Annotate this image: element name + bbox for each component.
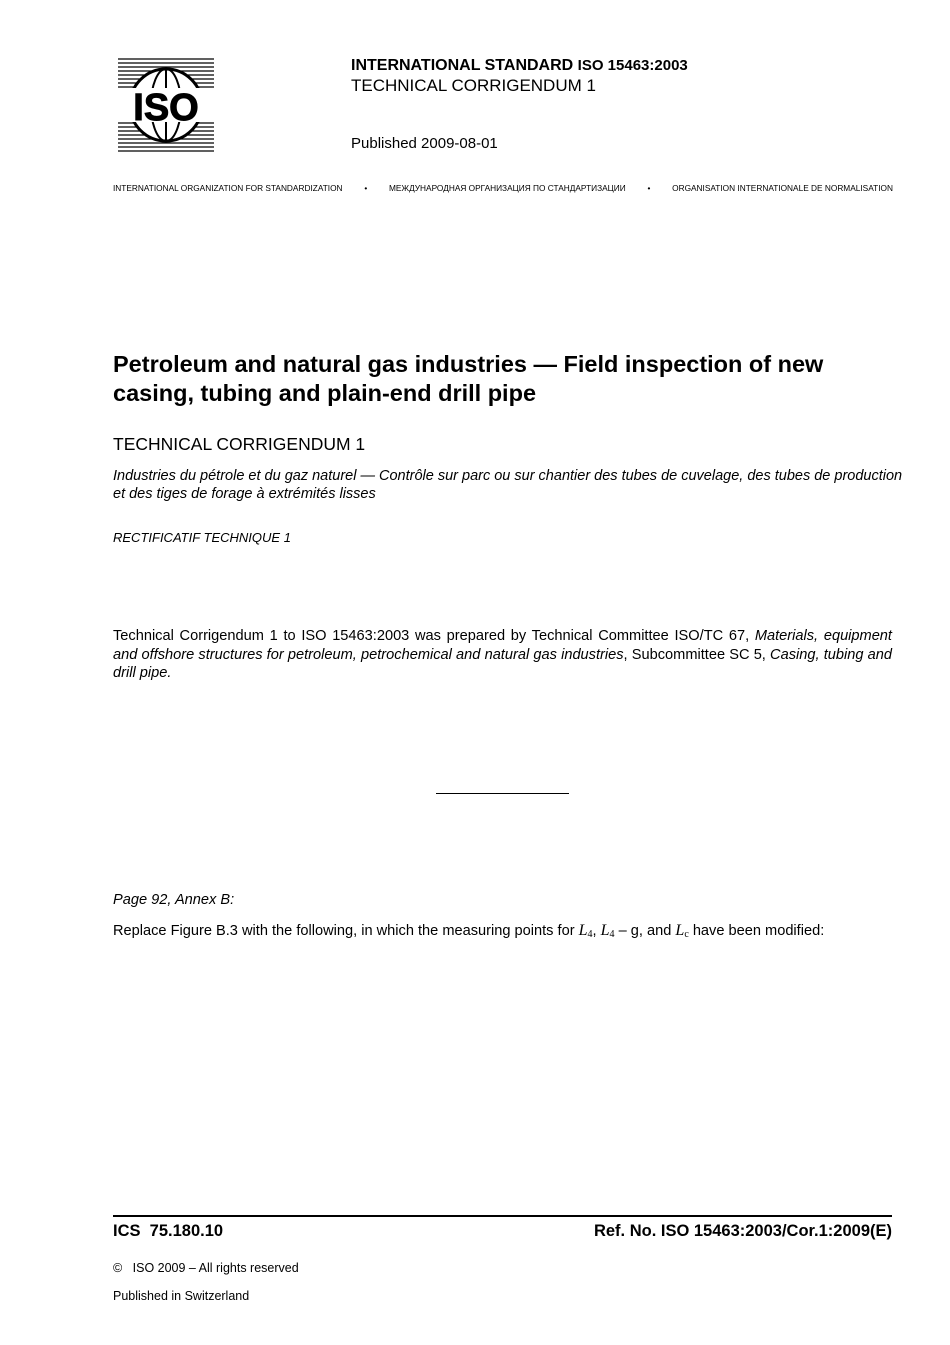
org-name-english: INTERNATIONAL ORGANIZATION FOR STANDARDIZATION bbox=[113, 183, 343, 193]
replacement-instruction bbox=[113, 922, 824, 940]
document-title: Petroleum and natural gas industries — Field inspection of new casing, tubing and plain-end drill pipe bbox=[113, 351, 824, 406]
standard-number: ISO 15463:2003 bbox=[577, 57, 688, 74]
reference-number: Ref. No. ISO 15463:2003/Cor.1:2009(E) bbox=[593, 1222, 892, 1240]
committee-name: Materials, equipment and offshore structures for petroleum, petrochemical and natural gas industries bbox=[113, 628, 892, 663]
published-in: Published in Switzerland bbox=[113, 1289, 250, 1303]
subcommittee-name: Casing, tubing and drill pipe. bbox=[113, 646, 892, 681]
replace-text-1: Replace Figure B.3 with the following, in which the measuring points for bbox=[113, 923, 579, 939]
var-l4: $L_4$ bbox=[578, 922, 593, 940]
org-separator: • bbox=[647, 183, 651, 193]
corrigendum-label: TECHNICAL CORRIGENDUM 1 bbox=[351, 76, 596, 95]
intro-text-1: Technical Corrigendum 1 to ISO 15463:2003 was prepared by Technical Committee ISO/TC 67, bbox=[113, 628, 755, 644]
french-title: Industries du pétrole et du gaz naturel — Contrôle sur parc ou sur chantier des tubes de cuvelage, des tubes de production et des tiges de forage à extrémités lisses bbox=[113, 468, 903, 502]
var-lc: $L_c$ bbox=[675, 922, 689, 940]
section-divider bbox=[436, 793, 569, 794]
standard-label: INTERNATIONAL STANDARD bbox=[351, 57, 574, 74]
var-l4-g: $L_4$ bbox=[600, 922, 615, 940]
iso-logo bbox=[117, 57, 215, 152]
footer-rule bbox=[113, 1215, 892, 1217]
replace-text-2: have been modified: bbox=[688, 923, 825, 939]
iso-globe-icon bbox=[117, 57, 215, 152]
page-reference: Page 92, Annex B: bbox=[113, 892, 235, 908]
document-corrigendum: TECHNICAL CORRIGENDUM 1 bbox=[113, 434, 366, 454]
french-corrigendum: RECTIFICATIF TECHNIQUE 1 bbox=[113, 530, 291, 545]
copyright-notice: © ISO 2009 – All rights reserved bbox=[113, 1261, 299, 1275]
iso-logo-text: ISO bbox=[133, 87, 199, 129]
replace-minus-g: – g, and bbox=[614, 923, 676, 939]
intro-paragraph bbox=[113, 627, 892, 683]
standard-heading bbox=[351, 57, 688, 75]
ics-code: ICS 75.180.10 bbox=[113, 1222, 224, 1240]
org-separator: • bbox=[364, 183, 368, 193]
replace-comma: , bbox=[592, 923, 601, 939]
published-date: Published 2009-08-01 bbox=[351, 135, 498, 152]
organization-names bbox=[113, 183, 893, 193]
org-name-french: ORGANISATION INTERNATIONALE DE NORMALISATION bbox=[672, 183, 893, 193]
org-name-russian: МЕЖДУНАРОДНАЯ ОРГАНИЗАЦИЯ ПО СТАНДАРТИЗАЦИИ bbox=[388, 183, 626, 193]
intro-text-2: , Subcommittee SC 5, bbox=[623, 646, 771, 663]
